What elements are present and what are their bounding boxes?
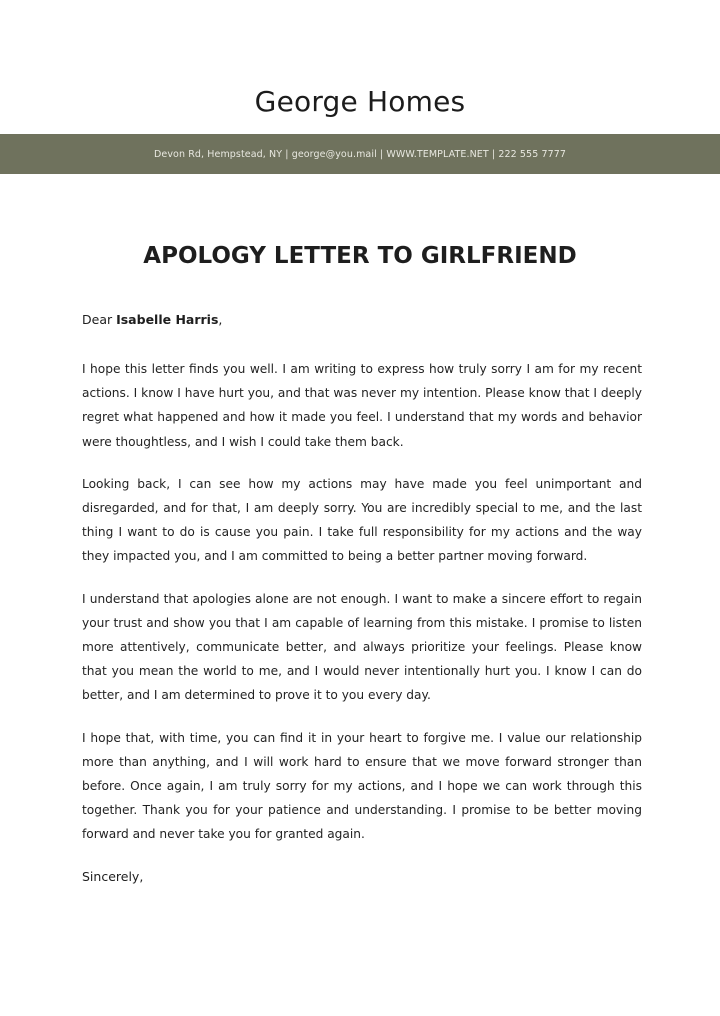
letter-body xyxy=(82,310,642,899)
paragraph-2: Looking back, I can see how my actions may have made you feel unimportant and disregarded, and for that, I am deeply sorry. You are incredibly special to me, and the last thing I want to do is cause you pain. I take full responsibility for my actions and the way they impacted you, and I am committed to being a better partner moving forward. xyxy=(82,476,642,564)
paragraph-1: I hope this letter finds you well. I am writing to express how truly sorry I am for my recent actions. I know I have hurt you, and that was never my intention. Please know that I deeply regret what happened and how it made you feel. I understand that my words and behavior were thoughtless, and I wish I could take them back. xyxy=(82,362,642,449)
company-name: George Homes xyxy=(254,85,466,118)
salutation xyxy=(82,310,642,330)
paragraph-4: I hope that, with time, you can find it in your heart to forgive me. I value our relationship more than anything, and I will work hard to ensure that we move forward stronger than before. Once again, I am truly sorry for my actions, and I hope we can work through this together. Thank you for your patience and understanding. I promise to be better moving forward and never take you for granted again. xyxy=(82,730,642,842)
letter-title: APOLOGY LETTER TO GIRLFRIEND xyxy=(143,243,577,269)
paragraph-3: I understand that apologies alone are not enough. I want to make a sincere effort to regain your trust and show you that I am capable of learning from this mistake. I promise to listen more attentively, communicate better, and always prioritize your feelings. Please know that you mean the world to me, and I would never intentionally hurt you. I know I can do better, and I am determined to prove it to you every day. xyxy=(82,591,642,703)
recipient-name: Isabelle Harris xyxy=(116,312,219,327)
salutation-suffix: , xyxy=(218,312,223,327)
closing: Sincerely, xyxy=(82,868,144,884)
contact-info: Devon Rd, Hempstead, NY | george@you.mail | WWW.TEMPLATE.NET | 222 555 7777 xyxy=(153,148,567,160)
contact-bar xyxy=(0,134,720,174)
salutation-prefix: Dear xyxy=(82,312,117,327)
